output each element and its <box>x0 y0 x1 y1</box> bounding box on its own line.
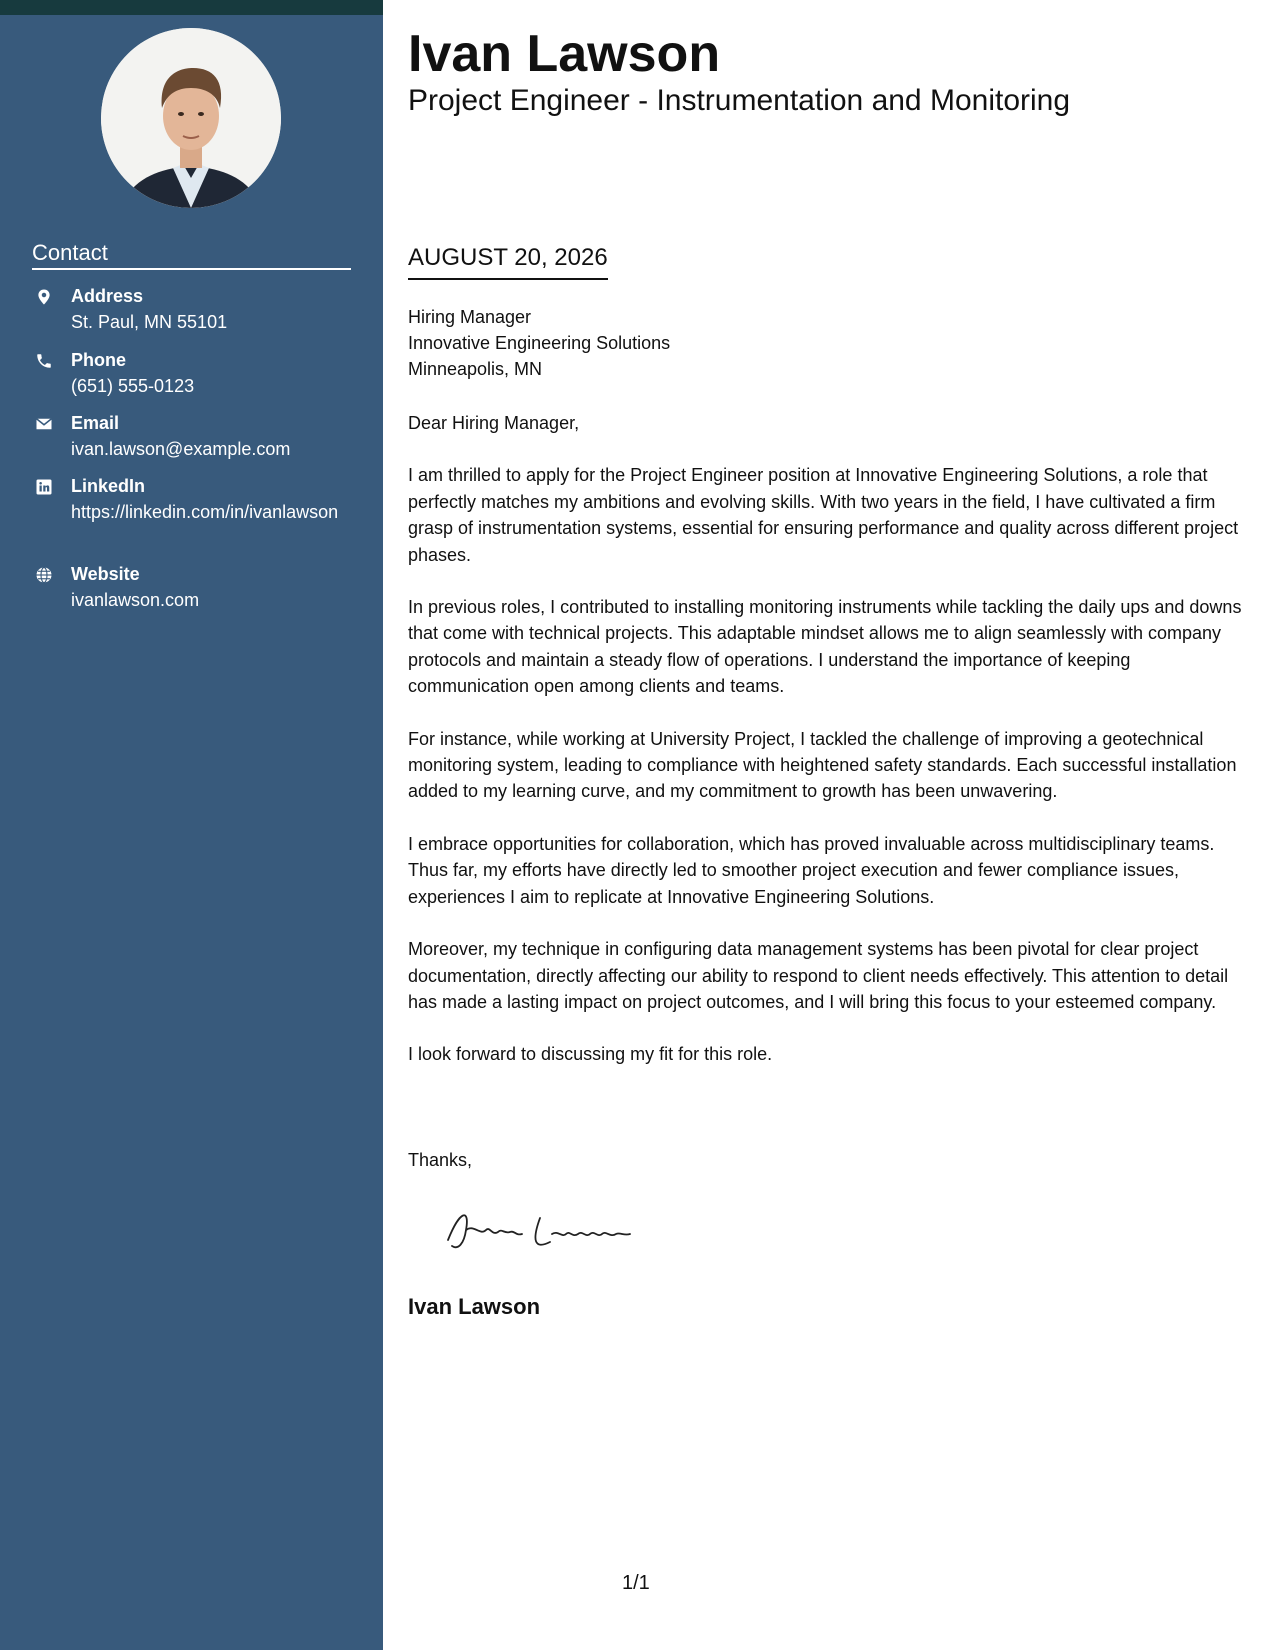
letter-paragraph: Moreover, my technique in configuring data management systems has been pivotal for clear project documentation, directly affecting our ability to respond to client needs effectively. This attention to detail has made a lasting impact on project outcomes, and I will bring this focus to your esteemed company. <box>408 939 1229 1012</box>
contact-label: Phone <box>71 350 127 370</box>
sidebar-top-bar <box>0 0 383 15</box>
map-pin-icon <box>35 288 53 306</box>
signed-name: Ivan Lawson <box>408 1294 541 1319</box>
avatar <box>101 28 281 208</box>
letter-paragraph: I look forward to discussing my fit for this role. <box>408 1044 773 1065</box>
closing: Thanks, <box>408 1150 473 1170</box>
contact-label: Address <box>71 286 144 306</box>
linkedin-value[interactable]: https://linkedin.com/in/ivanlawson <box>71 502 339 522</box>
phone-value: (651) 555-0123 <box>71 376 195 396</box>
contact-label: Email <box>71 413 120 433</box>
contact-label: Website <box>71 564 140 584</box>
contact-heading: Contact <box>32 240 351 270</box>
contact-label: LinkedIn <box>71 476 146 496</box>
globe-icon <box>35 566 53 584</box>
recipient-block <box>408 304 670 382</box>
page-number: 1/1 <box>622 1572 650 1594</box>
signature <box>440 1200 640 1265</box>
website-value[interactable]: ivanlawson.com <box>71 590 200 610</box>
recipient-location: Minneapolis, MN <box>408 359 543 379</box>
letter-paragraph: For instance, while working at University Project, I tackled the challenge of improving a geotechnical monitoring system, leading to compliance with heightened safety standards. Each successful installation added to my learning curve, and my commitment to growth has been unwavering. <box>408 728 1237 802</box>
sidebar <box>0 0 383 1650</box>
salutation: Dear Hiring Manager, <box>408 413 580 433</box>
linkedin-icon <box>35 478 53 496</box>
job-title: Project Engineer - Instrumentation and Monitoring <box>408 84 1071 117</box>
letter-date: AUGUST 20, 2026 <box>408 244 608 280</box>
letter-paragraph: I am thrilled to apply for the Project Engineer position at Innovative Engineering Solutions, a role that perfectly matches my ambitions and evolving skills. With two years in the field, I have cultivated a firm grasp of instrumentation systems, essential for ensuring performance and quality across different project phases. <box>408 465 1239 565</box>
recipient-company: Innovative Engineering Solutions <box>408 333 671 353</box>
letter-paragraph: I embrace opportunities for collaboration, which has proved invaluable across multidisciplinary teams. Thus far, my efforts have directly led to smoother project execution and fewer compliance issues, experiences I aim to replicate at Innovative Engineering Solutions. <box>408 833 1215 907</box>
applicant-name: Ivan Lawson <box>408 25 721 83</box>
phone-icon <box>35 352 53 370</box>
letter-body <box>408 410 1253 1094</box>
recipient-name: Hiring Manager <box>408 307 532 327</box>
email-value[interactable]: ivan.lawson@example.com <box>71 439 291 459</box>
address-value: St. Paul, MN 55101 <box>71 312 228 332</box>
letter-paragraph: In previous roles, I contributed to installing monitoring instruments while tackling the daily ups and downs that come with technical projects. This adaptable mindset allows me to align seamlessly with company protocols and maintain a steady flow of operations. I understand the importance of keeping communication open among clients and teams. <box>408 597 1242 697</box>
envelope-icon <box>35 415 53 433</box>
